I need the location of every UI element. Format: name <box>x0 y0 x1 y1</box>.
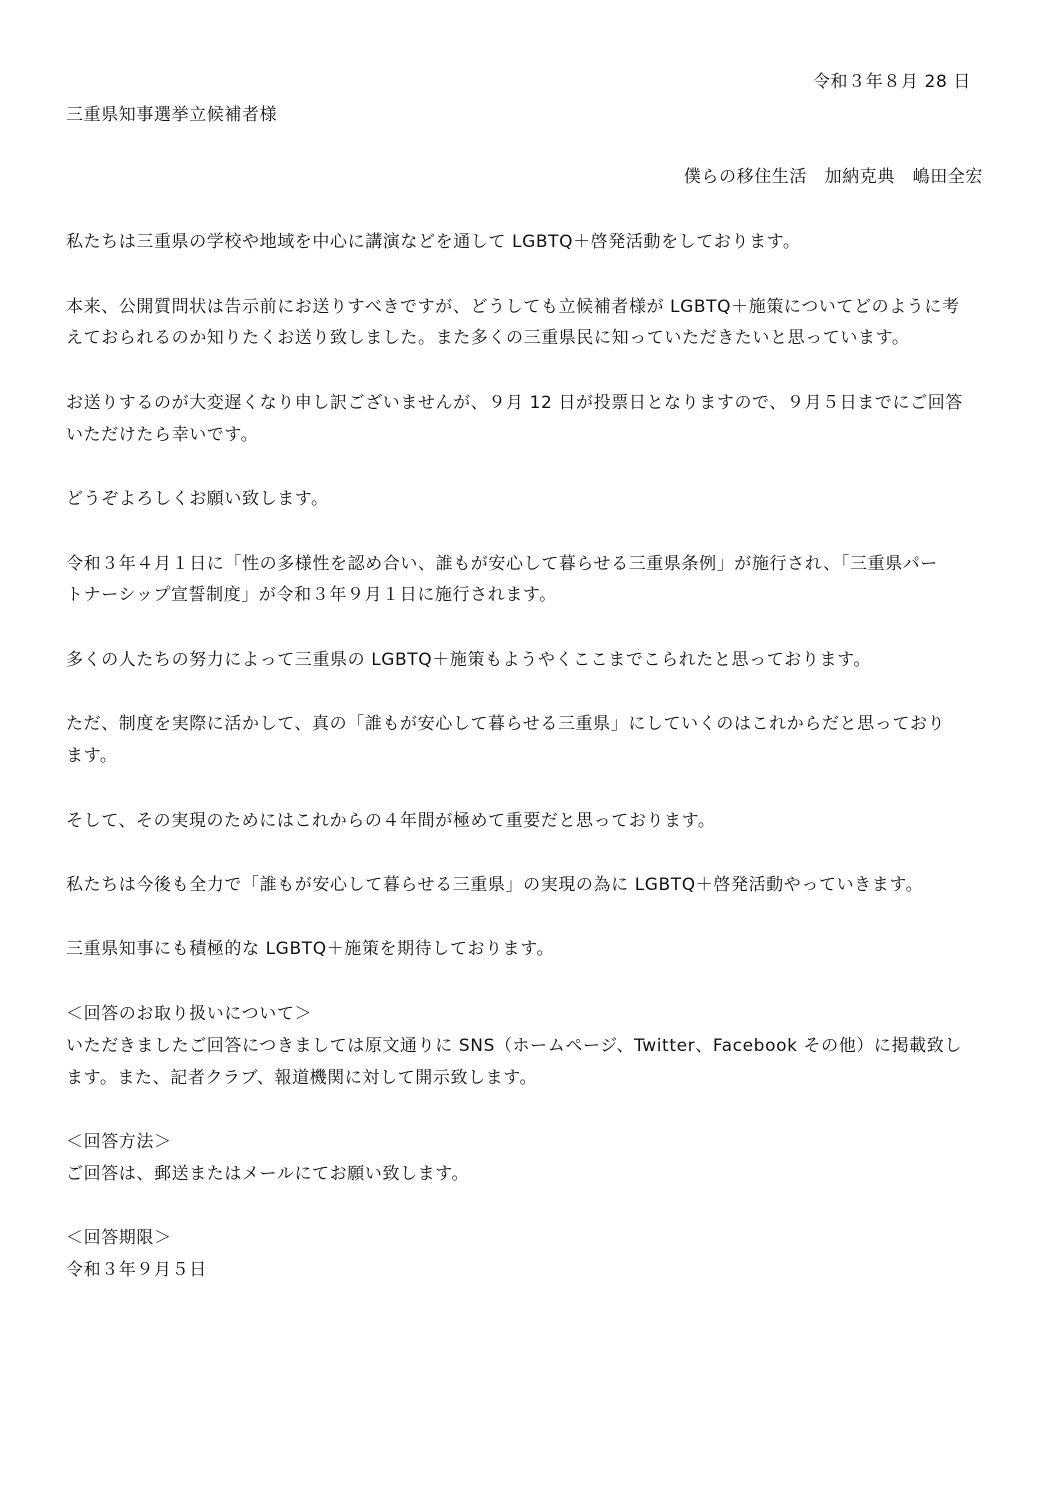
paragraph-request-line-1: お送りするのが大変遅くなり申し訳ございませんが、９月 12 日が投票日となりますので、９月５日までにご回答 <box>66 393 963 413</box>
deadline-text: 令和３年９月５日 <box>66 1260 207 1280</box>
paragraph-future-line-2: ます。 <box>66 746 118 766</box>
paragraph-intro: 私たちは三重県の学校や地域を中心に講演などを通して LGBTQ＋啓発活動をしております。 <box>66 232 801 252</box>
handling-heading: ＜回答のお取り扱いについて＞ <box>66 1004 313 1024</box>
paragraph-four-years: そして、その実現のためにはこれからの４年間が極めて重要だと思っております。 <box>66 811 716 831</box>
paragraph-purpose-line-1: 本来、公開質問状は告示前にお送りすべきですが、どうしても立候補者様が LGBTQ＋施策についてどのように考 <box>66 297 960 317</box>
paragraph-expectation: 三重県知事にも積極的な LGBTQ＋施策を期待しております。 <box>66 939 555 959</box>
letter-recipient: 三重県知事選挙立候補者様 <box>66 105 278 125</box>
paragraph-future-line-1: ただ、制度を実際に活かして、真の「誰もが安心して暮らせる三重県」にしていくのはこれからだと思っており <box>66 714 946 734</box>
handling-line-2: ます。また、記者クラブ、報道機関に対して開示致します。 <box>66 1068 538 1088</box>
letter-sender: 僕らの移住生活 加納克典 嶋田全宏 <box>683 167 983 187</box>
paragraph-commitment: 私たちは今後も全力で「誰もが安心して暮らせる三重県」の実現の為に LGBTQ＋啓発活動やっていきます。 <box>66 875 924 895</box>
paragraph-ordinance-line-1: 令和３年４月１日に「性の多様性を認め合い、誰もが安心して暮らせる三重県条例」が施行され、「三重県パー <box>66 554 939 574</box>
handling-line-1: いただきましたご回答につきましては原文通りに SNS（ホームページ、Twitter、Facebook その他）に掲載致し <box>66 1036 962 1056</box>
method-text: ご回答は、郵送またはメールにてお願い致します。 <box>66 1164 470 1184</box>
paragraph-request-line-2: いただけたら幸いです。 <box>66 425 259 445</box>
paragraph-ordinance-line-2: トナーシップ宣誓制度」が令和３年９月１日に施行されます。 <box>66 585 557 605</box>
deadline-heading: ＜回答期限＞ <box>66 1228 172 1248</box>
method-heading: ＜回答方法＞ <box>66 1132 172 1152</box>
letter-date: 令和３年８月 28 日 <box>812 72 971 92</box>
paragraph-closing-greeting: どうぞよろしくお願い致します。 <box>66 489 329 509</box>
paragraph-progress: 多くの人たちの努力によって三重県の LGBTQ＋施策もようやくここまでこられたと思っております。 <box>66 650 871 670</box>
paragraph-purpose-line-2: えておられるのか知りたくお送り致しました。また多くの三重県民に知っていただきたいと思っています。 <box>66 328 910 348</box>
